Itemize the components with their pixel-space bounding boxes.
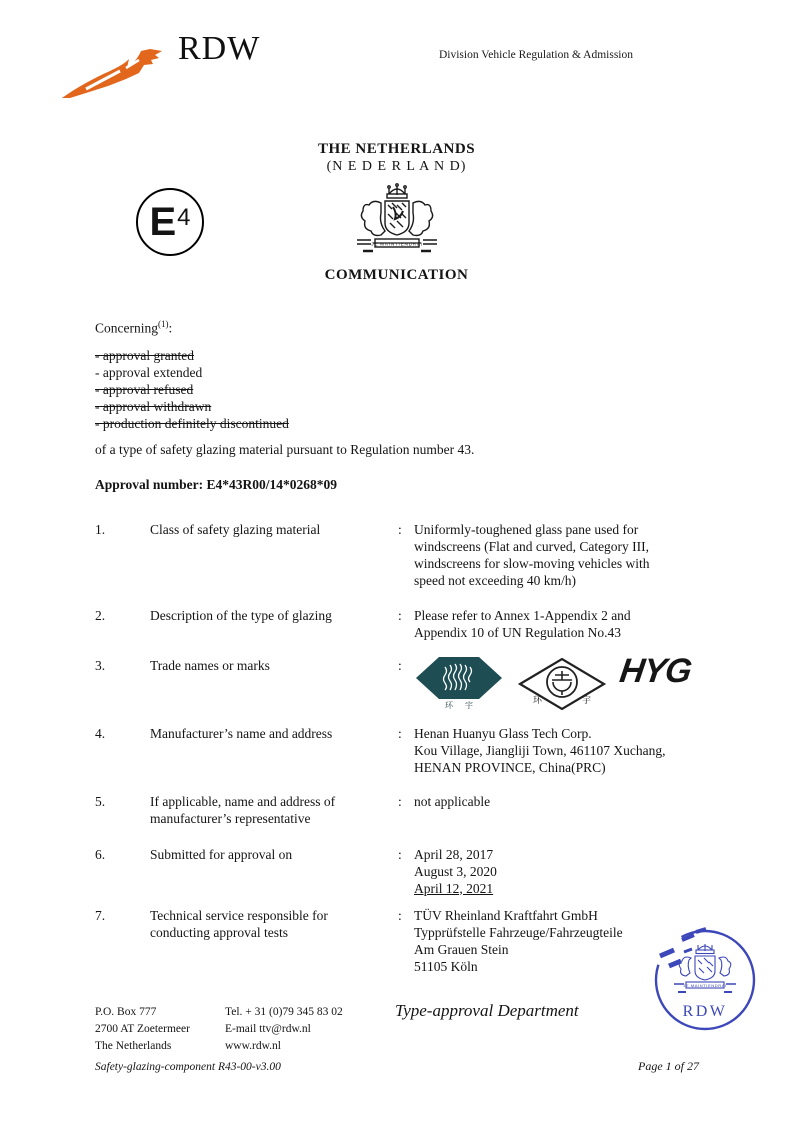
item-value-line: April 28, 2017	[414, 846, 494, 862]
body-column	[95, 316, 735, 975]
footer-address-line: P.O. Box 777	[95, 1006, 157, 1018]
item-value-line: not applicable	[414, 793, 491, 809]
hexagon-logo-caption: 环宇	[445, 700, 485, 710]
diamond-trademark-logo	[516, 655, 608, 717]
footer-address-line: 2700 AT Zoetermeer	[95, 1023, 190, 1035]
item-label-line: conducting approval tests	[150, 924, 288, 940]
country-title: THE NETHERLANDS	[317, 141, 476, 157]
trade-marks-row	[414, 651, 735, 713]
communication-heading: COMMUNICATION	[324, 267, 469, 283]
item-value	[414, 521, 735, 589]
item-value-line: Appendix 10 of UN Regulation No.43	[414, 624, 621, 640]
footer-website: www.rdw.nl	[225, 1040, 282, 1052]
e-mark-letter: E	[149, 200, 177, 244]
approval-number: Approval number: E4*43R00/14*0268*09	[95, 476, 338, 492]
concerning-line	[95, 316, 735, 337]
item-value	[414, 846, 735, 897]
item-value-line: Please refer to Annex 1-Appendix 2 and	[414, 607, 631, 623]
concerning-item: - approval granted	[95, 347, 194, 363]
concerning-colon: :	[168, 320, 173, 336]
item-number: 7.	[95, 907, 106, 923]
item-number: 1.	[95, 521, 106, 537]
item-colon: :	[398, 907, 402, 923]
e4-approval-mark	[136, 188, 204, 256]
item-colon: :	[398, 521, 402, 537]
item-label	[150, 725, 398, 776]
item-value-line: Uniformly-toughened glass pane used for	[414, 521, 639, 537]
item-value-line: HENAN PROVINCE, China(PRC)	[414, 759, 606, 775]
document-reference: Safety-glazing-component R43-00-v3.00	[95, 1061, 281, 1073]
item-number: 6.	[95, 846, 106, 862]
item-colon: :	[398, 846, 402, 862]
numbered-item-row	[95, 907, 735, 975]
numbered-item-row	[95, 651, 735, 713]
footer-email: E-mail ttv@rdw.nl	[225, 1023, 311, 1035]
numbered-item-row	[95, 793, 735, 827]
numbered-item-row	[95, 607, 735, 641]
rdw-stamp	[644, 922, 762, 1045]
hyg-trademark-logo: HYG	[617, 651, 694, 690]
concerning-item: - approval withdrawn	[95, 398, 212, 414]
footer-address-line: The Netherlands	[95, 1040, 172, 1052]
item-colon: :	[398, 725, 402, 741]
netherlands-coat-of-arms-icon	[345, 181, 449, 270]
department-label: Type-approval Department	[395, 1001, 579, 1020]
concerning-label: Concerning	[95, 320, 158, 336]
numbered-items	[95, 521, 735, 975]
item-value-line: Am Grauen Stein	[414, 941, 509, 957]
concerning-item: - approval extended	[95, 364, 203, 380]
e-mark-number: 4	[177, 204, 191, 231]
item-label	[150, 793, 398, 827]
item-value	[414, 793, 735, 827]
concerning-item: - approval refused	[95, 381, 194, 397]
page-number: Page 1 of 27	[638, 1059, 699, 1073]
numbered-item-row	[95, 521, 735, 589]
item-label	[150, 657, 398, 713]
item-label-line: Trade names or marks	[150, 657, 270, 673]
item-value-line: speed not exceeding 40 km/h)	[414, 572, 576, 588]
item-value	[414, 607, 735, 641]
stamp-label: RDW	[682, 1003, 728, 1020]
item-value-line: April 12, 2021	[414, 880, 494, 896]
subject-line: of a type of safety glazing material pursuant to Regulation number 43.	[95, 441, 475, 457]
item-colon: :	[398, 657, 402, 673]
stamp-motto: JE MAINTIENDRAI	[683, 983, 727, 988]
item-value-line: 51105 Köln	[414, 958, 478, 974]
item-value-line: windscreens (Flat and curved, Category III,	[414, 538, 650, 554]
item-label-line: If applicable, name and address of	[150, 793, 336, 809]
item-value-line: Henan Huanyu Glass Tech Corp.	[414, 725, 592, 741]
item-value	[414, 725, 735, 776]
item-label	[150, 846, 398, 897]
numbered-item-row	[95, 846, 735, 897]
item-number: 4.	[95, 725, 106, 741]
item-colon: :	[398, 793, 402, 809]
country-native-title: (N E D E R L A N D)	[326, 159, 467, 174]
footer-contact-block	[225, 1004, 343, 1055]
item-label-line: manufacturer’s representative	[150, 810, 311, 826]
item-value-line: August 3, 2020	[414, 863, 497, 879]
item-value-line: Typprüfstelle Fahrzeuge/Fahrzeugteile	[414, 924, 623, 940]
item-value-line: Kou Village, Jiangliji Town, 461107 Xuchang,	[414, 742, 666, 758]
concerning-options-list	[95, 347, 735, 432]
division-label: Division Vehicle Regulation & Admission	[438, 49, 633, 61]
item-label	[150, 607, 398, 641]
item-colon: :	[398, 607, 402, 623]
item-label	[150, 521, 398, 589]
item-label-line: Manufacturer’s name and address	[150, 725, 333, 741]
item-value-line: windscreens for slow-moving vehicles with	[414, 555, 650, 571]
footnote-marker: (1)	[158, 319, 169, 329]
footer-phone: Tel. + 31 (0)79 345 83 02	[225, 1006, 343, 1018]
item-value	[414, 651, 735, 713]
item-label	[150, 907, 398, 975]
diamond-caption-right: 宇	[582, 694, 592, 705]
item-label-line: Class of safety glazing material	[150, 521, 321, 537]
coat-motto: JE MAINTIENDRAI	[370, 241, 423, 247]
diamond-caption-left: 环	[533, 694, 543, 705]
footer-address-block	[95, 1004, 190, 1055]
item-number: 2.	[95, 607, 106, 623]
brand-title: RDW	[178, 30, 261, 67]
item-value-line: TÜV Rheinland Kraftfahrt GmbH	[414, 907, 598, 923]
item-label-line: Description of the type of glazing	[150, 607, 332, 623]
item-label-line: Technical service responsible for	[150, 907, 328, 923]
hexagon-trademark-logo	[414, 655, 504, 710]
item-label-line: Submitted for approval on	[150, 846, 293, 862]
item-number: 5.	[95, 793, 106, 809]
item-number: 3.	[95, 657, 106, 673]
numbered-item-row	[95, 725, 735, 776]
concerning-item: - production definitely discontinued	[95, 415, 289, 431]
